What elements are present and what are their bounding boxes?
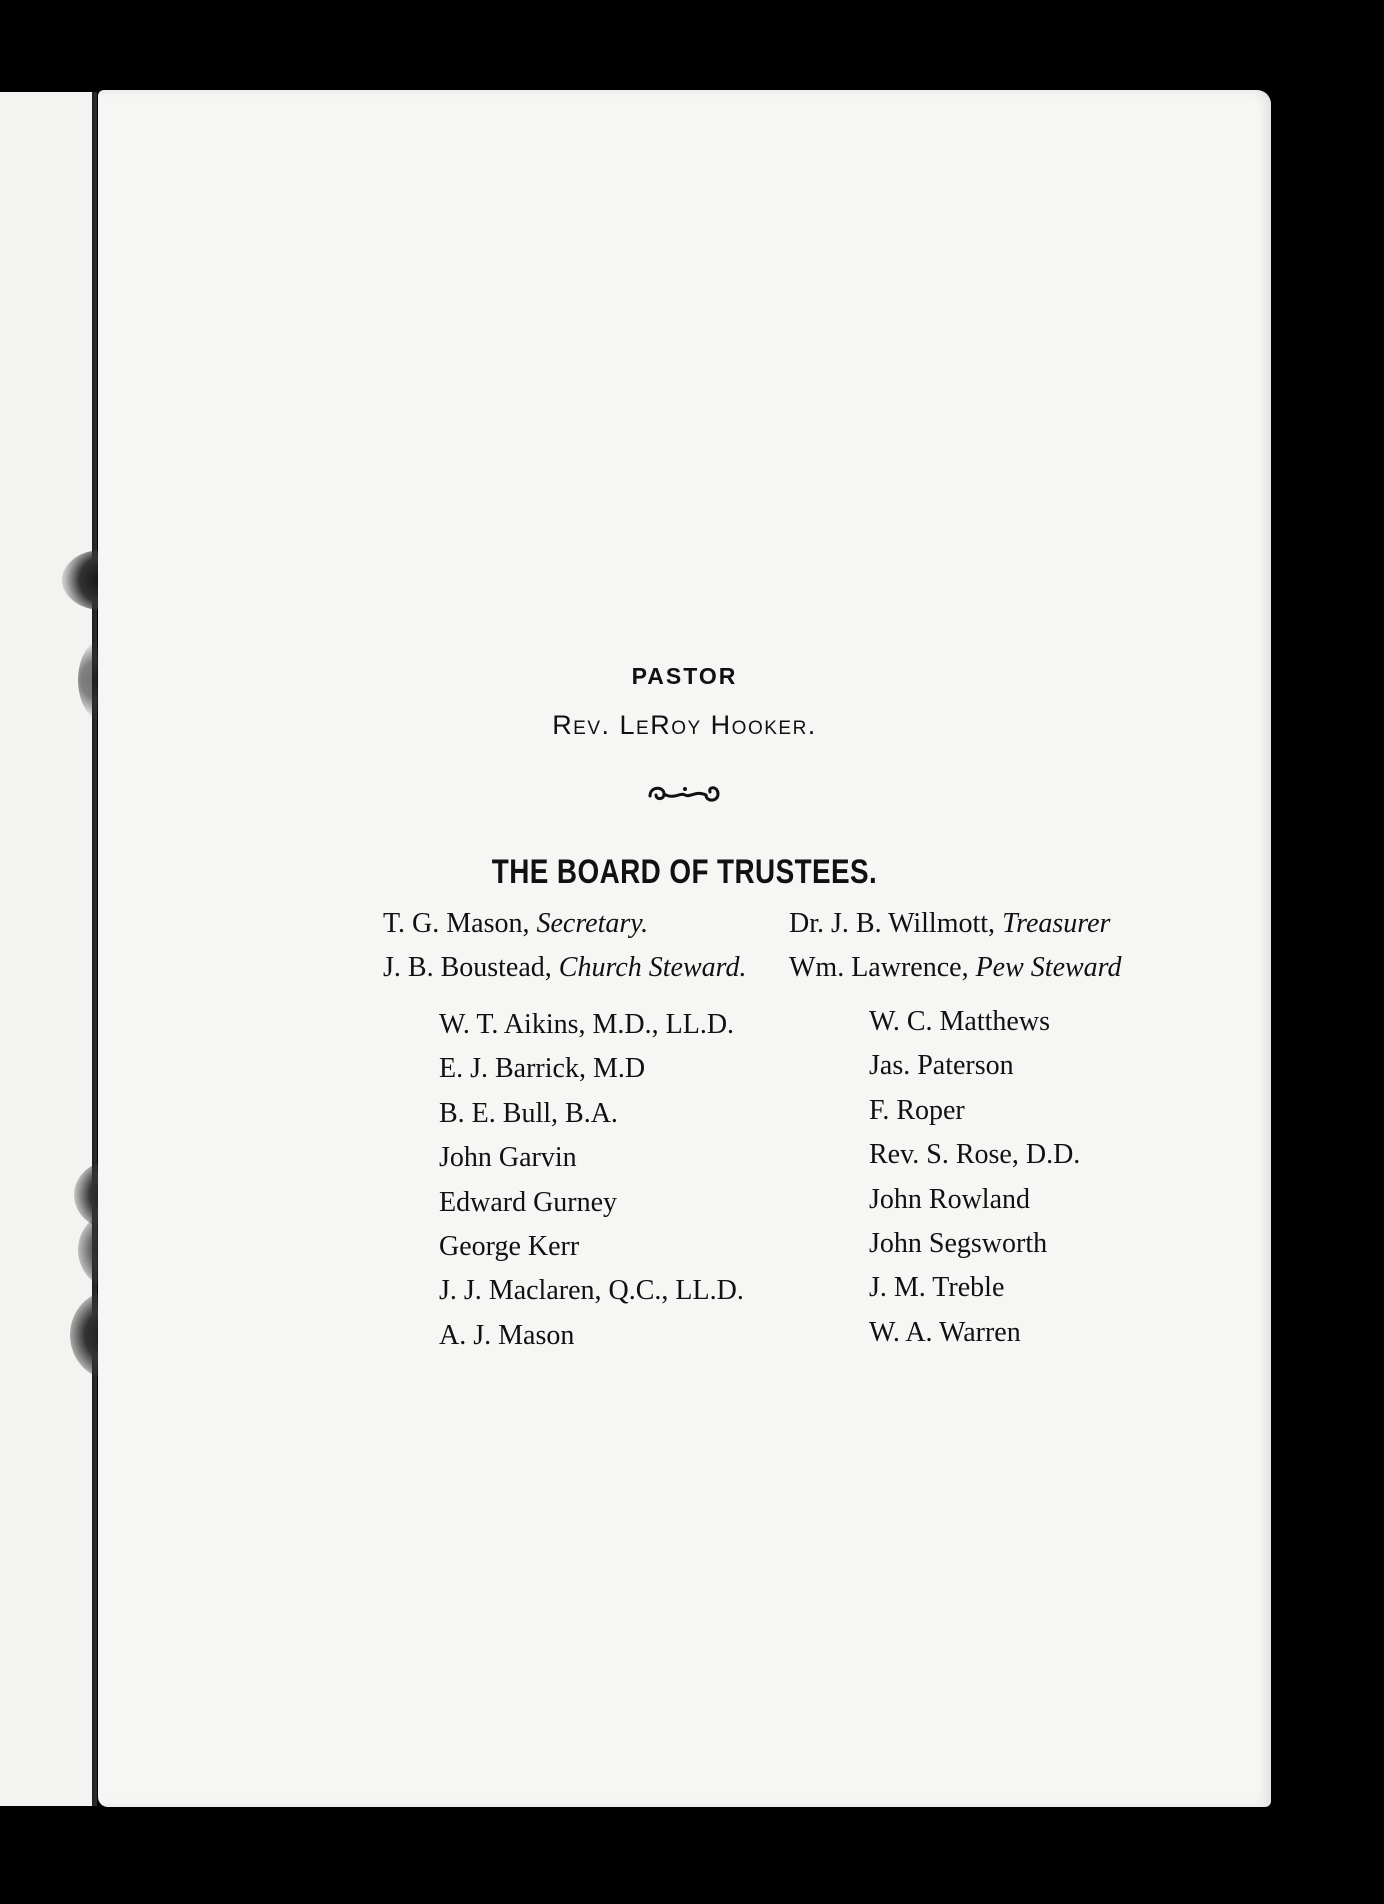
trustee-list-left (439, 1003, 744, 1358)
trustee-list-right (869, 1000, 1080, 1355)
officer-entry (383, 908, 648, 940)
binding-gutter (94, 92, 97, 1806)
trustee-name: George Kerr (439, 1230, 580, 1262)
scroll-ornament (98, 780, 1271, 810)
officer-role: Church Steward. (558, 952, 747, 983)
trustee-name: Jas. Paterson (869, 1050, 1014, 1082)
officer-entry (789, 908, 1110, 940)
trustee-name: Rev. S. Rose, D.D. (869, 1139, 1081, 1171)
officer-role: Pew Steward (975, 952, 1122, 983)
trustee-name: J. J. Maclaren, Q.C., LL.D. (439, 1275, 744, 1307)
officer-name: T. G. Mason, (383, 908, 530, 939)
pastor-heading: PASTOR (631, 663, 738, 689)
pastor-name: Rev. LeRoy Hooker. (552, 710, 817, 740)
trustee-name: John Rowland (869, 1183, 1030, 1215)
facing-page-edge (0, 92, 94, 1806)
trustee-name: A. J. Mason (439, 1319, 575, 1351)
officer-name: Dr. J. B. Willmott, (789, 908, 996, 939)
trustee-name: John Garvin (439, 1142, 577, 1174)
document-page (98, 90, 1271, 1807)
trustee-name: John Segsworth (869, 1227, 1048, 1259)
trustee-name: W. T. Aikins, M.D., LL.D. (439, 1009, 735, 1040)
trustee-name: Edward Gurney (439, 1186, 618, 1218)
trustee-name: B. E. Bull, B.A. (439, 1097, 618, 1129)
officer-role: Treasurer (1002, 908, 1111, 939)
trustee-name: J. M. Treble (869, 1272, 1005, 1304)
officer-entry (789, 952, 1122, 984)
officer-name: Wm. Lawrence, (789, 952, 969, 983)
officer-entry (383, 952, 746, 984)
officer-name: J. B. Boustead, (383, 952, 552, 983)
trustee-name: W. A. Warren (869, 1316, 1021, 1348)
trustee-name: E. J. Barrick, M.D (439, 1053, 646, 1085)
trustee-name: W. C. Matthews (869, 1006, 1050, 1037)
board-title: THE BOARD OF TRUSTEES. (491, 853, 878, 891)
officer-role: Secretary. (536, 908, 649, 939)
trustee-name: F. Roper (869, 1094, 965, 1126)
